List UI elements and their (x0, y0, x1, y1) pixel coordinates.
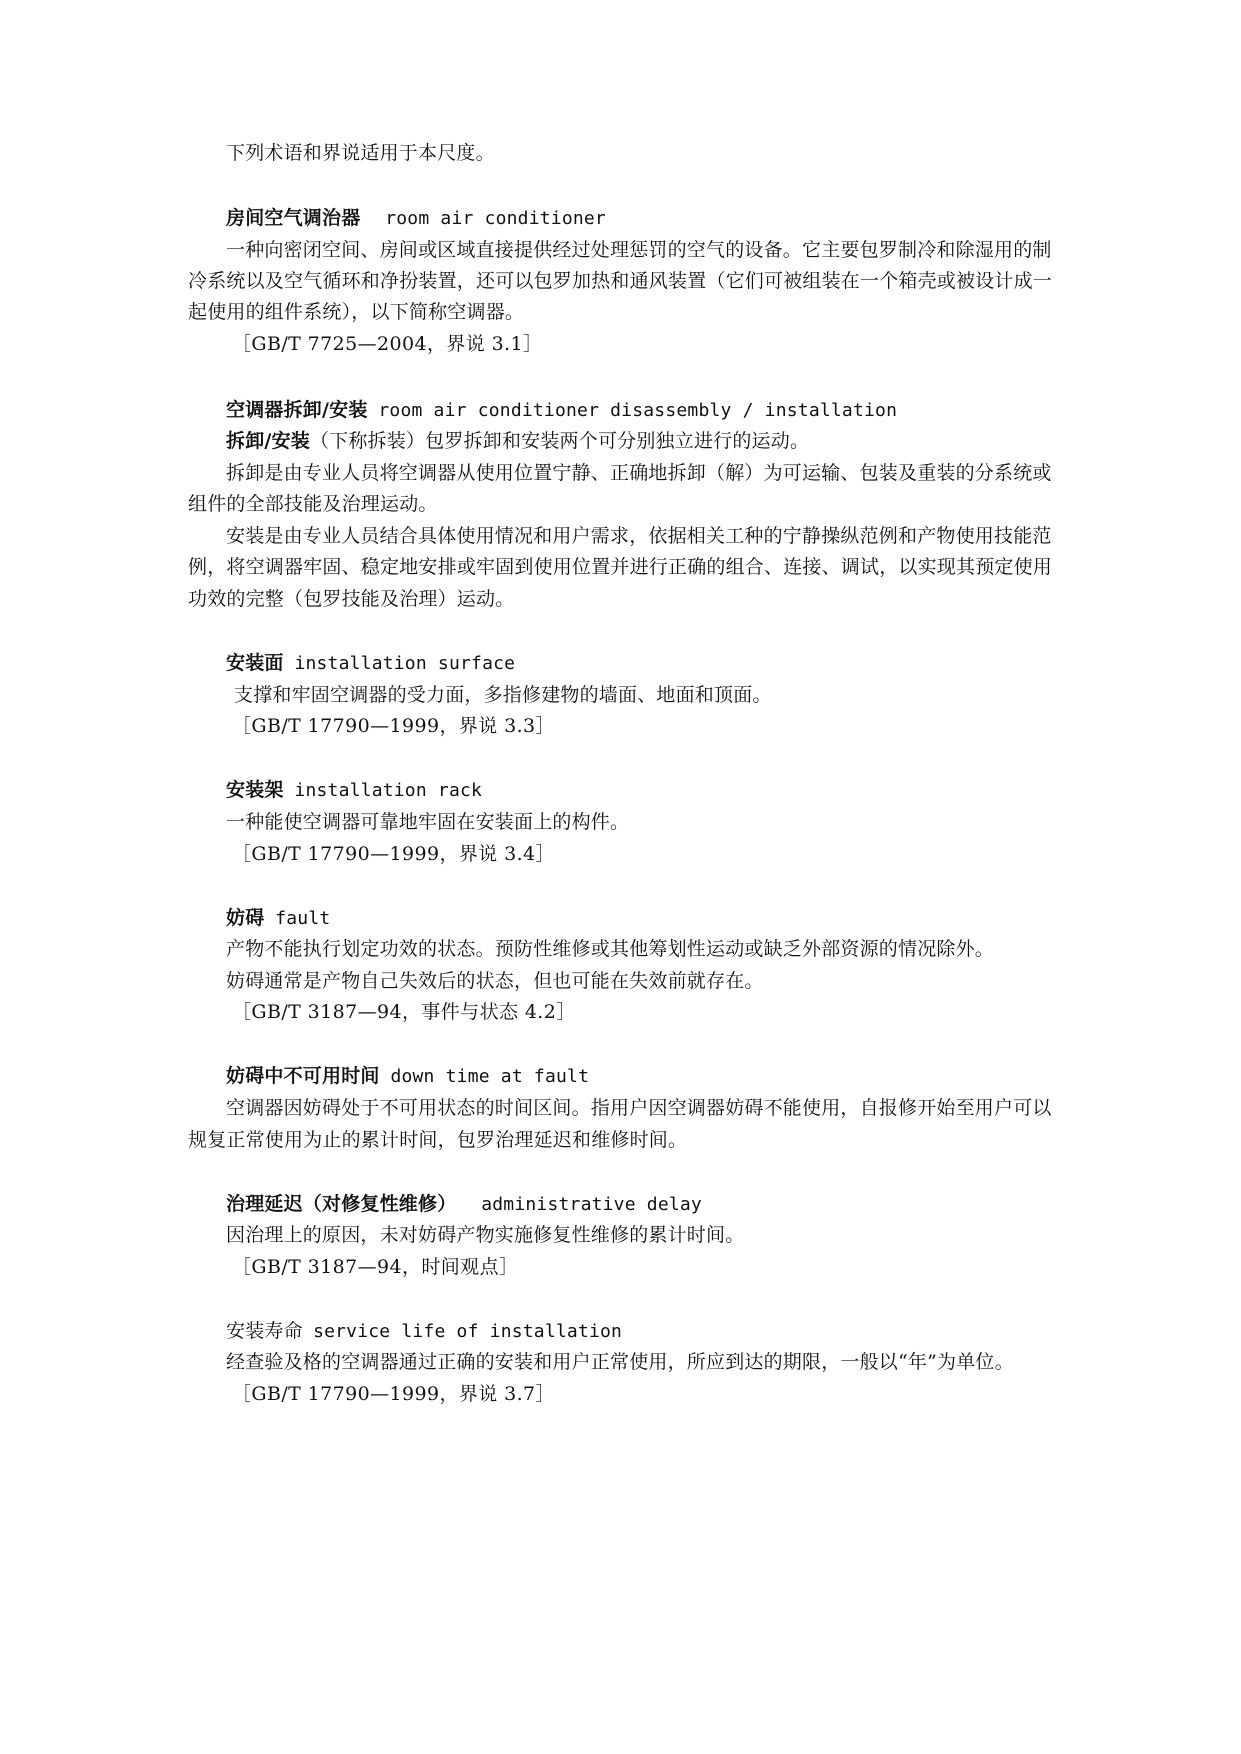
term-en: installation rack (294, 780, 483, 801)
definition-line (226, 428, 809, 454)
term-en: installation surface (294, 653, 516, 674)
definition-line: 支撑和牢固空调器的受力面，多指修建物的墙面、地面和顶面。 (234, 684, 772, 706)
reference-citation: ［GB/T 17790—1999，界说 3.7］ (232, 1383, 555, 1405)
reference-citation: ［GB/T 7725—2004，界说 3.1］ (232, 333, 543, 355)
definition-line: 因治理上的原因，未对妨碍产物实施修复性维修的累计时间。 (226, 1224, 745, 1246)
definition-line: 功效的完整（包罗技能及治理）运动。 (188, 588, 515, 610)
term-heading-disassembly-installation (226, 397, 897, 424)
term-en: fault (275, 908, 331, 929)
term-heading-fault (226, 905, 330, 932)
term-cn: 妨碍中不可用时间 (226, 1065, 380, 1087)
definition-line: 例，将空调器牢固、稳定地安排或牢固到使用位置并进行正确的组合、连接、调试，以实现其预定使用 (188, 556, 1053, 578)
definition-line: 规复正常使用为止的累计时间，包罗治理延迟和维修时间。 (188, 1129, 688, 1151)
definition-line: 拆卸是由专业人员将空调器从使用位置宁静、正确地拆卸（解）为可运输、包装及重装的分系统或 (226, 462, 1052, 484)
term-cn: 安装架 (226, 779, 284, 801)
definition-line: 产物不能执行划定功效的状态。预防性维修或其他筹划性运动或缺乏外部资源的情况除外。 (226, 938, 995, 960)
definition-line: 空调器因妨碍处于不可用状态的时间区间。指用户因空调器妨碍不能使用，自报修开始至用户可以 (226, 1097, 1052, 1119)
reference-citation: ［GB/T 17790—1999，界说 3.3］ (232, 715, 555, 737)
term-heading-service-life-of-installation (226, 1318, 622, 1345)
reference-citation: ［GB/T 3187—94，事件与状态 4.2］ (232, 1001, 576, 1023)
term-en: administrative delay (481, 1194, 702, 1215)
term-cn: 治理延迟（对修复性维修） (226, 1193, 457, 1215)
reference-citation: ［GB/T 17790—1999，界说 3.4］ (232, 843, 555, 865)
term-en: down time at fault (390, 1066, 590, 1087)
reference-citation: ［GB/T 3187—94，时间观点］ (232, 1256, 519, 1278)
term-cn: 妨碍 (226, 907, 265, 929)
term-cn: 安装面 (226, 652, 284, 674)
definition-line: 组件的全部技能及治理运动。 (188, 493, 438, 515)
term-en: room air conditioner (385, 208, 606, 229)
term-heading-room-air-conditioner (226, 205, 606, 232)
term-cn: 空调器拆卸/安装 (226, 399, 368, 421)
term-heading-down-time-at-fault (226, 1063, 589, 1090)
term-en: room air conditioner disassembly / installation (378, 400, 898, 421)
term-heading-installation-rack (226, 777, 482, 804)
term-cn: 房间空气调治器 (226, 207, 361, 229)
sub-term-definition: （下称拆装）包罗拆卸和安装两个可分别独立进行的运动。 (309, 430, 810, 452)
definition-line: 起使用的组件系统），以下简称空调器。 (188, 301, 525, 323)
term-heading-administrative-delay (226, 1191, 702, 1218)
definition-line: 妨碍通常是产物自己失效后的状态，但也可能在失效前就存在。 (226, 970, 764, 992)
term-heading-installation-surface (226, 650, 515, 677)
definition-line: 安装是由专业人员结合具体使用情况和用户需求，依据相关工种的宁静操纵范例和产物使用技能范 (226, 525, 1052, 547)
intro-text: 下列术语和界说适用于本尺度。 (226, 142, 495, 164)
definition-line: 一种能使空调器可靠地牢固在安装面上的构件。 (226, 811, 630, 833)
sub-term: 拆卸/安装 (226, 430, 310, 452)
definition-line: 经查验及格的空调器通过正确的安装和用户正常使用，所应到达的期限，一般以“年”为单位。 (226, 1351, 1014, 1373)
term-en: service life of installation (313, 1321, 623, 1342)
definition-line: 冷系统以及空气循环和净扮装置，还可以包罗加热和通风装置（它们可被组装在一个箱壳或被设计成一 (188, 270, 1053, 292)
definition-line: 一种向密闭空间、房间或区域直接提供经过处理惩罚的空气的设备。它主要包罗制冷和除湿用的制 (226, 239, 1052, 261)
term-cn: 安装寿命 (226, 1320, 303, 1342)
